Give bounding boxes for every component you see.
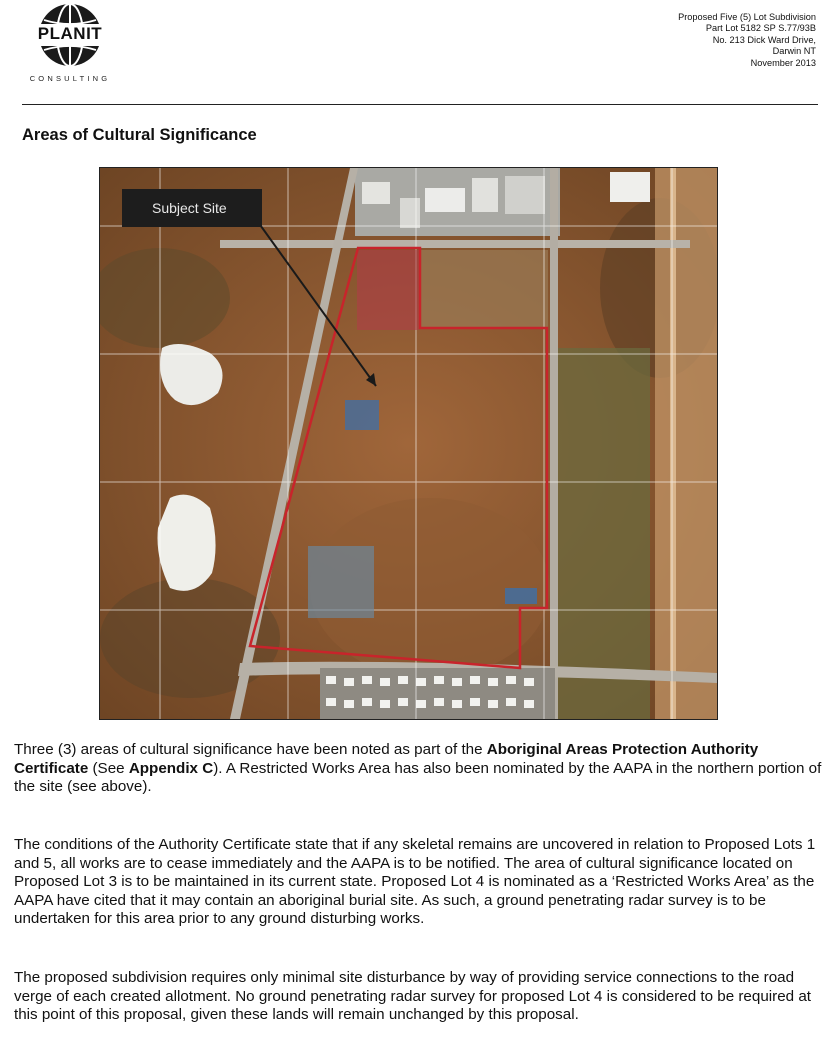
document-reference bbox=[516, 12, 816, 69]
meta-line: Darwin NT bbox=[772, 46, 816, 57]
paragraph-text: ). A Restricted Works Area has also been nominated by the AAPA in the northern portion of the site (see above). bbox=[14, 759, 822, 795]
planit-logo bbox=[22, 2, 118, 88]
meta-line: Proposed Five (5) Lot Subdivision bbox=[678, 12, 816, 22]
paragraph-text: The proposed subdivision requires only minimal site disturbance by way of providing service connections to the road verge of each created allotment. No ground penetrating radar survey for proposed Lot 4 is considered to be required at this point of this proposal, given these lands will remain unchanged by this proposal. bbox=[14, 969, 811, 1023]
meta-line: Part Lot 5182 SP S.77/93B bbox=[705, 23, 816, 34]
meta-line: No. 213 Dick Ward Drive, bbox=[712, 34, 816, 45]
cultural-area-lot4 bbox=[308, 546, 374, 618]
paragraph-site-disturbance bbox=[14, 969, 822, 1025]
aerial-site-map bbox=[99, 167, 718, 720]
paragraph-text: The conditions of the Authority Certificate state that if any skeletal remains are uncovered in relation to Proposed Lots 1 and 5, all works are to cease immediately and the AAPA is to be notified. The area of cultural significance located on Proposed Lot 3 is to be maintained in its current state. Proposed Lot 4 is nominated as a ‘Restricted Works Area’ as the AAPA have cited that it may contain an aboriginal burial site. As such, a ground penetrating radar survey is to be undertaken for this area prior to any ground disturbing works. bbox=[14, 836, 816, 927]
section-title: Areas of Cultural Significance bbox=[22, 126, 257, 144]
paragraph-text: Three (3) areas of cultural significance have been noted as part of the bbox=[14, 741, 487, 758]
logo-wordmark: PLANIT bbox=[37, 24, 103, 43]
subject-site-label: Subject Site bbox=[122, 189, 262, 227]
meta-line: November 2013 bbox=[750, 57, 816, 68]
paragraph-aapa-certificate bbox=[14, 741, 822, 797]
aerial-photo bbox=[100, 168, 717, 719]
header-divider bbox=[22, 104, 818, 105]
paragraph-conditions bbox=[14, 836, 822, 929]
cultural-area-lot3 bbox=[345, 400, 379, 430]
appendix-reference: Appendix C bbox=[128, 759, 214, 777]
cultural-area-lot5 bbox=[505, 588, 537, 604]
paragraph-text: (See bbox=[88, 759, 129, 777]
logo-subtitle: CONSULTING bbox=[29, 74, 111, 83]
certificate-name: Aboriginal Areas Protection Authority Certificate bbox=[14, 741, 759, 777]
